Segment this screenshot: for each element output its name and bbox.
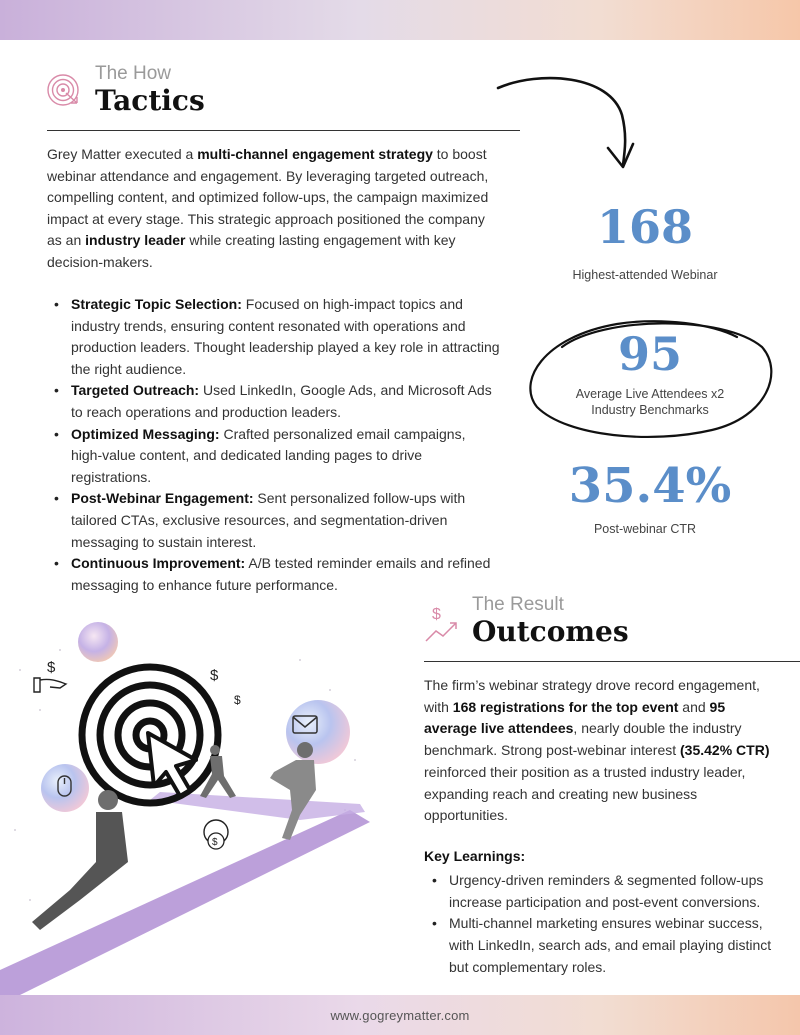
tactics-intro-run: multi-channel engagement strategy bbox=[197, 146, 433, 162]
tactic-text: Crafted personalized email campaigns, high-value content, and dedicated landing pages to drive registrations. bbox=[71, 425, 466, 485]
person-dollar-icon bbox=[204, 820, 228, 849]
result-intro-run: (35.42% CTR) bbox=[680, 742, 770, 759]
result-intro-run: and bbox=[678, 698, 710, 715]
result-kicker: The Result bbox=[472, 594, 564, 615]
target-icon bbox=[46, 72, 82, 108]
tactics-intro-run: to boost webinar attendance and engagement. By leveraging targeted outreach, compelling content, and optimized follow-ups, the campaign maximized impact at every stage. This strategic approach positioned the company as an bbox=[47, 146, 489, 249]
tactic-item bbox=[50, 424, 500, 489]
webinar-illustration bbox=[0, 600, 380, 995]
stat-168-label: Highest-attended Webinar bbox=[572, 268, 718, 282]
tactic-title: Post-Webinar Engagement: bbox=[71, 490, 254, 507]
dollar-sign-icon: $ bbox=[47, 659, 56, 676]
stat-95-value: 95 bbox=[617, 327, 682, 381]
tactic-text: Focused on high-impact topics and industry trends, ensuring content resonated with operations and production leaders. Thought leadership played a key role in attracting the right audience. bbox=[71, 296, 500, 377]
svg-text:$: $ bbox=[212, 837, 218, 848]
footer bbox=[0, 995, 800, 1035]
tactic-item bbox=[50, 294, 500, 380]
dollar-sign-icon: $ bbox=[234, 693, 241, 707]
curved-arrow-icon bbox=[490, 70, 640, 175]
tactic-title: Strategic Topic Selection: bbox=[71, 296, 242, 312]
result-divider bbox=[424, 661, 800, 662]
tactics-heading: Tactics bbox=[95, 84, 205, 117]
tactic-title: Optimized Messaging: bbox=[71, 425, 220, 442]
tactic-item bbox=[50, 488, 500, 553]
footer-url[interactable]: www.gogreymatter.com bbox=[330, 1007, 470, 1023]
key-learnings-title: Key Learnings: bbox=[424, 848, 526, 864]
stat-95-label-line2: Industry Benchmarks bbox=[591, 403, 709, 417]
result-intro-run: The firm’s webinar strategy drove record engagement, with bbox=[424, 677, 760, 715]
decor-orb bbox=[78, 622, 118, 662]
tactic-title: Targeted Outreach: bbox=[71, 382, 200, 399]
tactic-item bbox=[50, 380, 500, 423]
key-learnings-list bbox=[428, 870, 773, 979]
result-intro-run: , nearly double the industry benchmark. Strong post-webinar interest bbox=[424, 720, 742, 759]
tactic-title: Continuous Improvement: bbox=[71, 555, 246, 572]
tactic-text: Used LinkedIn, Google Ads, and Microsoft Ads to reach operations and production leaders. bbox=[71, 382, 492, 420]
result-intro-run: 168 registrations for the top event bbox=[452, 698, 679, 715]
hand-dollar-icon bbox=[34, 659, 66, 692]
growth-dollar-icon bbox=[424, 603, 464, 643]
stat-ctr-label: Post-webinar CTR bbox=[593, 522, 697, 536]
stat-ctr-value: 35.4% bbox=[568, 458, 732, 514]
stat-168-value: 168 bbox=[596, 200, 694, 254]
tactic-text: A/B tested reminder emails and refined messaging to enhance future performance. bbox=[71, 555, 491, 593]
tactic-item bbox=[50, 553, 500, 596]
tactics-list bbox=[50, 294, 500, 596]
result-intro-run: reinforced their position as a trusted industry leader, expanding reach and creating new business opportunities. bbox=[424, 763, 746, 824]
tactics-intro-run: industry leader bbox=[85, 232, 186, 249]
key-learning-item: • Multi-channel marketing ensures webinar success, with LinkedIn, search ads, and email playing distinct but complementary roles. bbox=[428, 913, 773, 978]
tactics-divider bbox=[47, 130, 520, 131]
tactics-kicker: The How bbox=[95, 63, 172, 84]
top-gradient-bar bbox=[0, 0, 800, 40]
tactics-intro-run: Grey Matter executed a bbox=[47, 146, 198, 162]
result-intro bbox=[424, 675, 774, 827]
dollar-sign-icon: $ bbox=[210, 667, 219, 684]
stat-95-label-line1: Average Live Attendees x2 bbox=[575, 387, 725, 401]
tactic-text: Sent personalized follow-ups with tailored CTAs, exclusive resources, and segmentation-driven messaging to sustain interest. bbox=[71, 490, 466, 550]
key-learning-item: • Urgency-driven reminders & segmented follow-ups increase participation and post-event conversions. bbox=[428, 870, 773, 913]
svg-text:$: $ bbox=[432, 606, 441, 623]
result-intro-run: 95 average live attendees bbox=[424, 698, 726, 737]
result-heading: Outcomes bbox=[472, 615, 629, 648]
tactics-intro bbox=[47, 144, 497, 274]
tactics-intro-run: while creating lasting engagement with key decision-makers. bbox=[47, 232, 456, 270]
